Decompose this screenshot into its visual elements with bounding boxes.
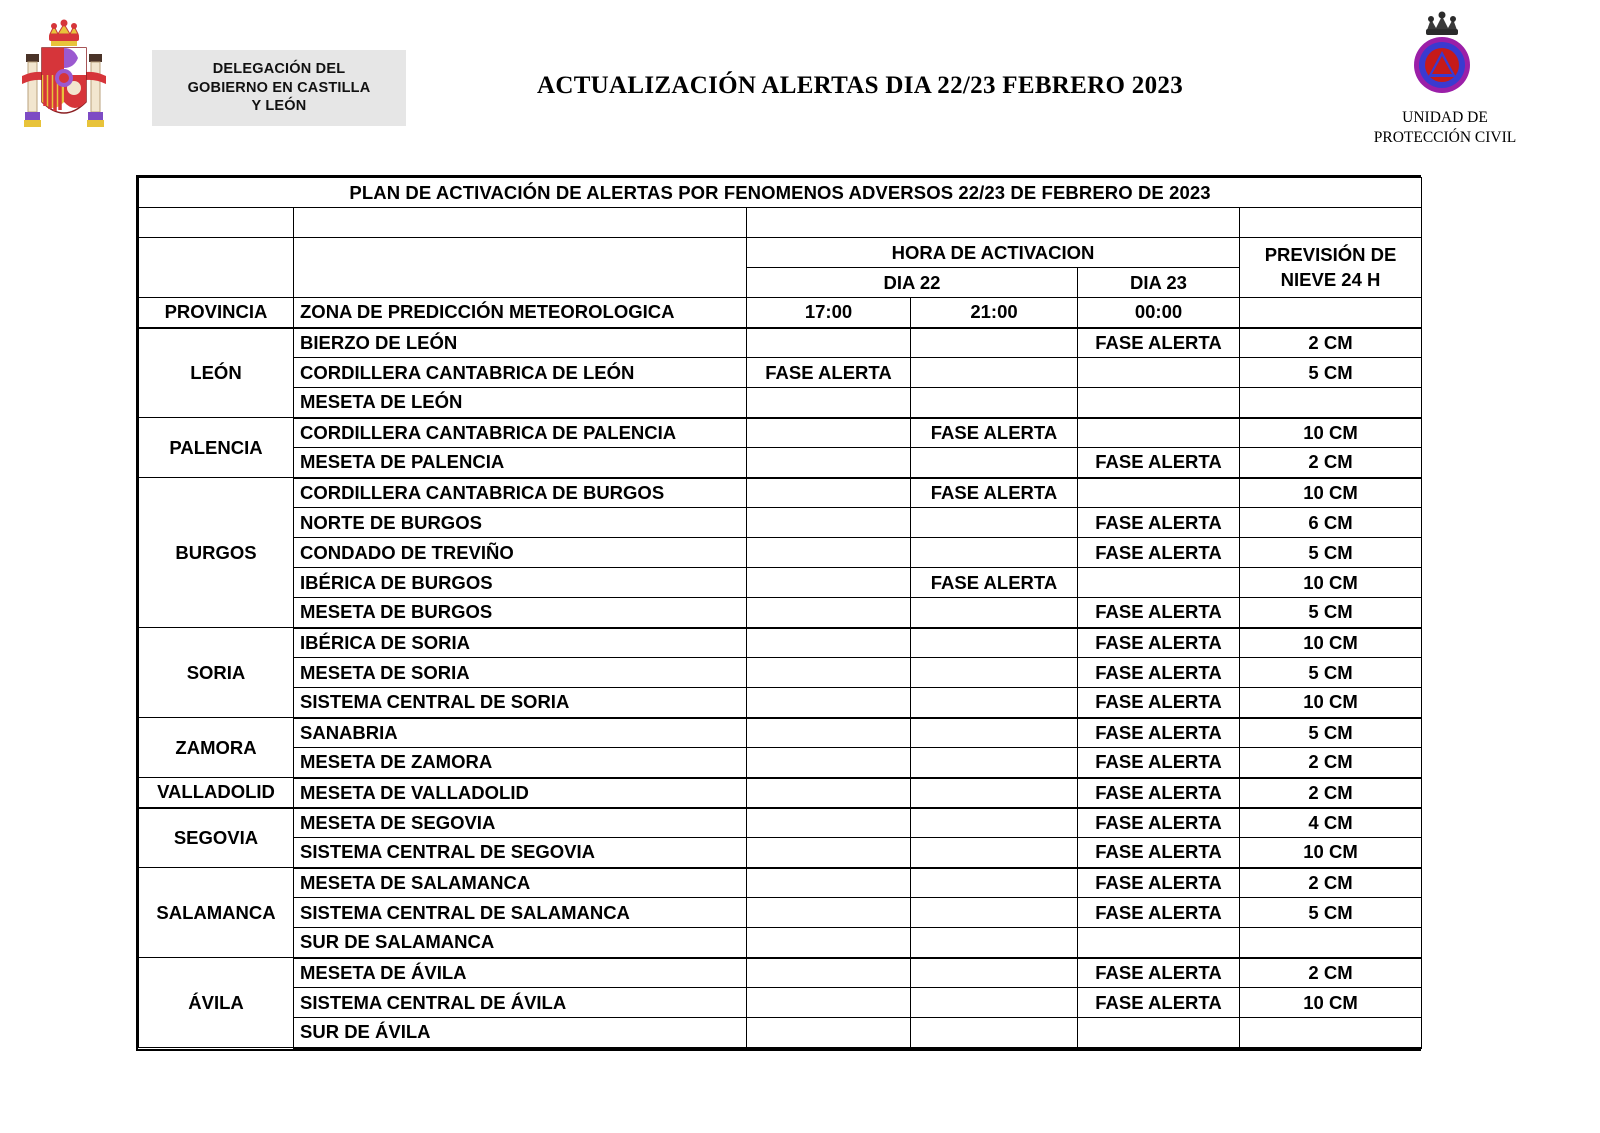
table-row <box>139 778 1422 808</box>
snow-forecast-cell: 2 CM <box>1240 868 1422 898</box>
zone-cell: MESETA DE LEÓN <box>294 388 747 418</box>
alert-status-cell: FASE ALERTA <box>1078 748 1240 778</box>
snow-forecast-cell: 5 CM <box>1240 358 1422 388</box>
table-row <box>139 448 1422 478</box>
empty-hour-cell <box>747 448 911 478</box>
alert-status-cell: FASE ALERTA <box>911 418 1078 448</box>
zone-cell: MESETA DE SALAMANCA <box>294 868 747 898</box>
empty-hour-cell <box>747 988 911 1018</box>
empty-hour-cell <box>911 388 1078 418</box>
empty-hour-cell <box>747 628 911 658</box>
prevision-head-line-1: PREVISIÓN DE <box>1264 243 1397 265</box>
zone-cell: IBÉRICA DE SORIA <box>294 628 747 658</box>
snow-forecast-cell: 2 CM <box>1240 448 1422 478</box>
pc-caption-line-2: PROTECCIÓN CIVIL <box>1373 128 1517 146</box>
empty-hour-cell <box>911 838 1078 868</box>
col-header-hora-2100: 21:00 <box>911 298 1078 328</box>
empty-hour-cell <box>747 868 911 898</box>
spacer-cell-horas <box>747 208 1240 238</box>
empty-hour-cell <box>911 958 1078 988</box>
empty-hour-cell <box>747 478 911 508</box>
zone-cell: CORDILLERA CANTABRICA DE LEÓN <box>294 358 747 388</box>
empty-hour-cell <box>911 748 1078 778</box>
table-row <box>139 508 1422 538</box>
snow-forecast-cell: 6 CM <box>1240 508 1422 538</box>
table-row <box>139 988 1422 1018</box>
alerts-table-sheet <box>136 175 1421 1051</box>
province-cell: PALENCIA <box>139 418 294 478</box>
delegacion-line-3: Y LEÓN <box>251 98 307 115</box>
pc-caption-line-1: UNIDAD DE <box>1402 109 1488 126</box>
empty-hour-cell <box>747 898 911 928</box>
zone-cell: SISTEMA CENTRAL DE ÁVILA <box>294 988 747 1018</box>
zone-cell: BIERZO DE LEÓN <box>294 328 747 358</box>
empty-hour-cell <box>747 838 911 868</box>
snow-forecast-cell: 10 CM <box>1240 628 1422 658</box>
col-header-hora-1700: 17:00 <box>747 298 911 328</box>
header-spacer-row <box>139 208 1422 238</box>
alerts-table-body <box>139 328 1422 1048</box>
empty-hour-cell <box>1078 928 1240 958</box>
snow-forecast-cell: 5 CM <box>1240 598 1422 628</box>
zone-cell: SUR DE ÁVILA <box>294 1018 747 1048</box>
table-row <box>139 478 1422 508</box>
empty-hour-cell <box>747 748 911 778</box>
alert-status-cell: FASE ALERTA <box>1078 598 1240 628</box>
snow-forecast-cell <box>1240 1018 1422 1048</box>
empty-provincia-header <box>139 238 294 298</box>
empty-hour-cell <box>1078 1018 1240 1048</box>
empty-hour-cell <box>911 898 1078 928</box>
zone-cell: SISTEMA CENTRAL DE SALAMANCA <box>294 898 747 928</box>
snow-forecast-cell: 10 CM <box>1240 418 1422 448</box>
empty-hour-cell <box>911 688 1078 718</box>
snow-forecast-cell <box>1240 388 1422 418</box>
table-row <box>139 808 1422 838</box>
col-header-prevision-blank <box>1240 298 1422 328</box>
empty-hour-cell <box>911 358 1078 388</box>
province-cell: BURGOS <box>139 478 294 628</box>
delegacion-line-1: DELEGACIÓN DEL <box>212 60 346 77</box>
empty-hour-cell <box>747 688 911 718</box>
prevision-head-line-2: NIEVE 24 H <box>1280 268 1381 290</box>
snow-forecast-cell: 10 CM <box>1240 568 1422 598</box>
table-row <box>139 388 1422 418</box>
table-row <box>139 358 1422 388</box>
snow-forecast-cell: 5 CM <box>1240 658 1422 688</box>
table-row <box>139 568 1422 598</box>
empty-hour-cell <box>747 928 911 958</box>
col-header-zona: ZONA DE PREDICCIÓN METEOROLOGICA <box>294 298 747 328</box>
empty-hour-cell <box>747 598 911 628</box>
empty-hour-cell <box>747 328 911 358</box>
alert-status-cell: FASE ALERTA <box>1078 808 1240 838</box>
snow-forecast-cell: 5 CM <box>1240 898 1422 928</box>
table-row <box>139 538 1422 568</box>
empty-hour-cell <box>911 328 1078 358</box>
empty-hour-cell <box>747 388 911 418</box>
alert-status-cell: FASE ALERTA <box>1078 988 1240 1018</box>
alert-status-cell: FASE ALERTA <box>1078 838 1240 868</box>
zone-cell: MESETA DE VALLADOLID <box>294 778 747 808</box>
hora-activacion-header: HORA DE ACTIVACION <box>747 238 1240 268</box>
snow-forecast-cell: 5 CM <box>1240 718 1422 748</box>
table-row <box>139 868 1422 898</box>
empty-hour-cell <box>747 958 911 988</box>
province-cell: LEÓN <box>139 328 294 418</box>
alert-status-cell: FASE ALERTA <box>1078 538 1240 568</box>
empty-hour-cell <box>911 598 1078 628</box>
snow-forecast-cell <box>1240 928 1422 958</box>
table-row <box>139 328 1422 358</box>
alert-status-cell: FASE ALERTA <box>1078 448 1240 478</box>
proteccion-civil-emblem-icon <box>1395 8 1490 103</box>
empty-hour-cell <box>911 508 1078 538</box>
hora-activacion-row <box>139 238 1422 268</box>
empty-hour-cell <box>911 808 1078 838</box>
dia-23-header: DIA 23 <box>1078 268 1240 298</box>
empty-hour-cell <box>911 628 1078 658</box>
snow-forecast-cell: 2 CM <box>1240 778 1422 808</box>
zone-cell: CONDADO DE TREVIÑO <box>294 538 747 568</box>
table-row <box>139 928 1422 958</box>
zone-cell: MESETA DE ZAMORA <box>294 748 747 778</box>
snow-forecast-cell: 4 CM <box>1240 808 1422 838</box>
table-row <box>139 958 1422 988</box>
province-cell: SALAMANCA <box>139 868 294 958</box>
snow-forecast-cell: 5 CM <box>1240 538 1422 568</box>
province-cell: SEGOVIA <box>139 808 294 868</box>
alert-status-cell: FASE ALERTA <box>1078 328 1240 358</box>
col-header-provincia: PROVINCIA <box>139 298 294 328</box>
alert-status-cell: FASE ALERTA <box>1078 628 1240 658</box>
empty-hour-cell <box>911 538 1078 568</box>
alert-status-cell: FASE ALERTA <box>1078 958 1240 988</box>
banner-row <box>139 178 1422 208</box>
zone-cell: MESETA DE BURGOS <box>294 598 747 628</box>
alert-status-cell: FASE ALERTA <box>1078 778 1240 808</box>
table-row <box>139 898 1422 928</box>
empty-hour-cell <box>747 718 911 748</box>
document-header <box>0 0 1600 160</box>
proteccion-civil-caption <box>1320 108 1570 148</box>
empty-hour-cell <box>1078 568 1240 598</box>
empty-zona-header <box>294 238 747 298</box>
empty-hour-cell <box>1078 388 1240 418</box>
table-banner-title: PLAN DE ACTIVACIÓN DE ALERTAS POR FENOMENOS ADVERSOS 22/23 DE FEBRERO DE 2023 <box>139 178 1422 208</box>
province-cell: ZAMORA <box>139 718 294 778</box>
spacer-cell-prevision <box>1240 208 1422 238</box>
alert-status-cell: FASE ALERTA <box>1078 898 1240 928</box>
empty-hour-cell <box>911 1018 1078 1048</box>
alert-status-cell: FASE ALERTA <box>1078 688 1240 718</box>
zone-cell: SISTEMA CENTRAL DE SORIA <box>294 688 747 718</box>
alerts-table <box>138 177 1422 1049</box>
empty-hour-cell <box>911 448 1078 478</box>
zone-cell: NORTE DE BURGOS <box>294 508 747 538</box>
empty-hour-cell <box>747 808 911 838</box>
spain-coat-of-arms-icon <box>12 18 116 138</box>
empty-hour-cell <box>747 538 911 568</box>
zone-cell: IBÉRICA DE BURGOS <box>294 568 747 598</box>
empty-hour-cell <box>911 658 1078 688</box>
empty-hour-cell <box>747 658 911 688</box>
table-row <box>139 688 1422 718</box>
empty-hour-cell <box>1078 478 1240 508</box>
alert-status-cell: FASE ALERTA <box>911 478 1078 508</box>
col-header-hora-0000: 00:00 <box>1078 298 1240 328</box>
empty-hour-cell <box>747 778 911 808</box>
zone-cell: SISTEMA CENTRAL DE SEGOVIA <box>294 838 747 868</box>
dia-22-header: DIA 22 <box>747 268 1078 298</box>
snow-forecast-cell: 2 CM <box>1240 958 1422 988</box>
table-row <box>139 1018 1422 1048</box>
empty-hour-cell <box>747 568 911 598</box>
empty-hour-cell <box>1078 418 1240 448</box>
delegacion-line-2: GOBIERNO EN CASTILLA <box>187 79 371 96</box>
empty-hour-cell <box>911 778 1078 808</box>
empty-hour-cell <box>911 868 1078 898</box>
alert-status-cell: FASE ALERTA <box>1078 508 1240 538</box>
table-row <box>139 418 1422 448</box>
zone-cell: MESETA DE SEGOVIA <box>294 808 747 838</box>
empty-hour-cell <box>747 1018 911 1048</box>
zone-cell: SANABRIA <box>294 718 747 748</box>
spacer-cell-provincia <box>139 208 294 238</box>
document-title: ACTUALIZACIÓN ALERTAS DIA 22/23 FEBRERO 2023 <box>537 72 1183 99</box>
zone-cell: MESETA DE SORIA <box>294 658 747 688</box>
alert-status-cell: FASE ALERTA <box>1078 868 1240 898</box>
snow-forecast-cell: 2 CM <box>1240 328 1422 358</box>
table-row <box>139 718 1422 748</box>
alert-status-cell: FASE ALERTA <box>1078 718 1240 748</box>
table-row <box>139 658 1422 688</box>
zone-cell: MESETA DE ÁVILA <box>294 958 747 988</box>
empty-hour-cell <box>911 928 1078 958</box>
column-header-row <box>139 298 1422 328</box>
snow-forecast-cell: 10 CM <box>1240 478 1422 508</box>
empty-hour-cell <box>747 508 911 538</box>
table-row <box>139 598 1422 628</box>
delegacion-gobierno-logo-box <box>152 50 406 126</box>
empty-hour-cell <box>747 418 911 448</box>
table-row <box>139 838 1422 868</box>
zone-cell: CORDILLERA CANTABRICA DE PALENCIA <box>294 418 747 448</box>
province-cell: SORIA <box>139 628 294 718</box>
spacer-cell-zona <box>294 208 747 238</box>
snow-forecast-cell: 10 CM <box>1240 988 1422 1018</box>
empty-hour-cell <box>1078 358 1240 388</box>
alert-status-cell: FASE ALERTA <box>911 568 1078 598</box>
zone-cell: SUR DE SALAMANCA <box>294 928 747 958</box>
zone-cell: CORDILLERA CANTABRICA DE BURGOS <box>294 478 747 508</box>
prevision-nieve-header <box>1240 238 1422 298</box>
province-cell: ÁVILA <box>139 958 294 1048</box>
table-row <box>139 628 1422 658</box>
alert-status-cell: FASE ALERTA <box>1078 658 1240 688</box>
province-cell: VALLADOLID <box>139 778 294 808</box>
alert-status-cell: FASE ALERTA <box>747 358 911 388</box>
empty-hour-cell <box>911 718 1078 748</box>
snow-forecast-cell: 2 CM <box>1240 748 1422 778</box>
empty-hour-cell <box>911 988 1078 1018</box>
zone-cell: MESETA DE PALENCIA <box>294 448 747 478</box>
snow-forecast-cell: 10 CM <box>1240 688 1422 718</box>
snow-forecast-cell: 10 CM <box>1240 838 1422 868</box>
table-row <box>139 748 1422 778</box>
